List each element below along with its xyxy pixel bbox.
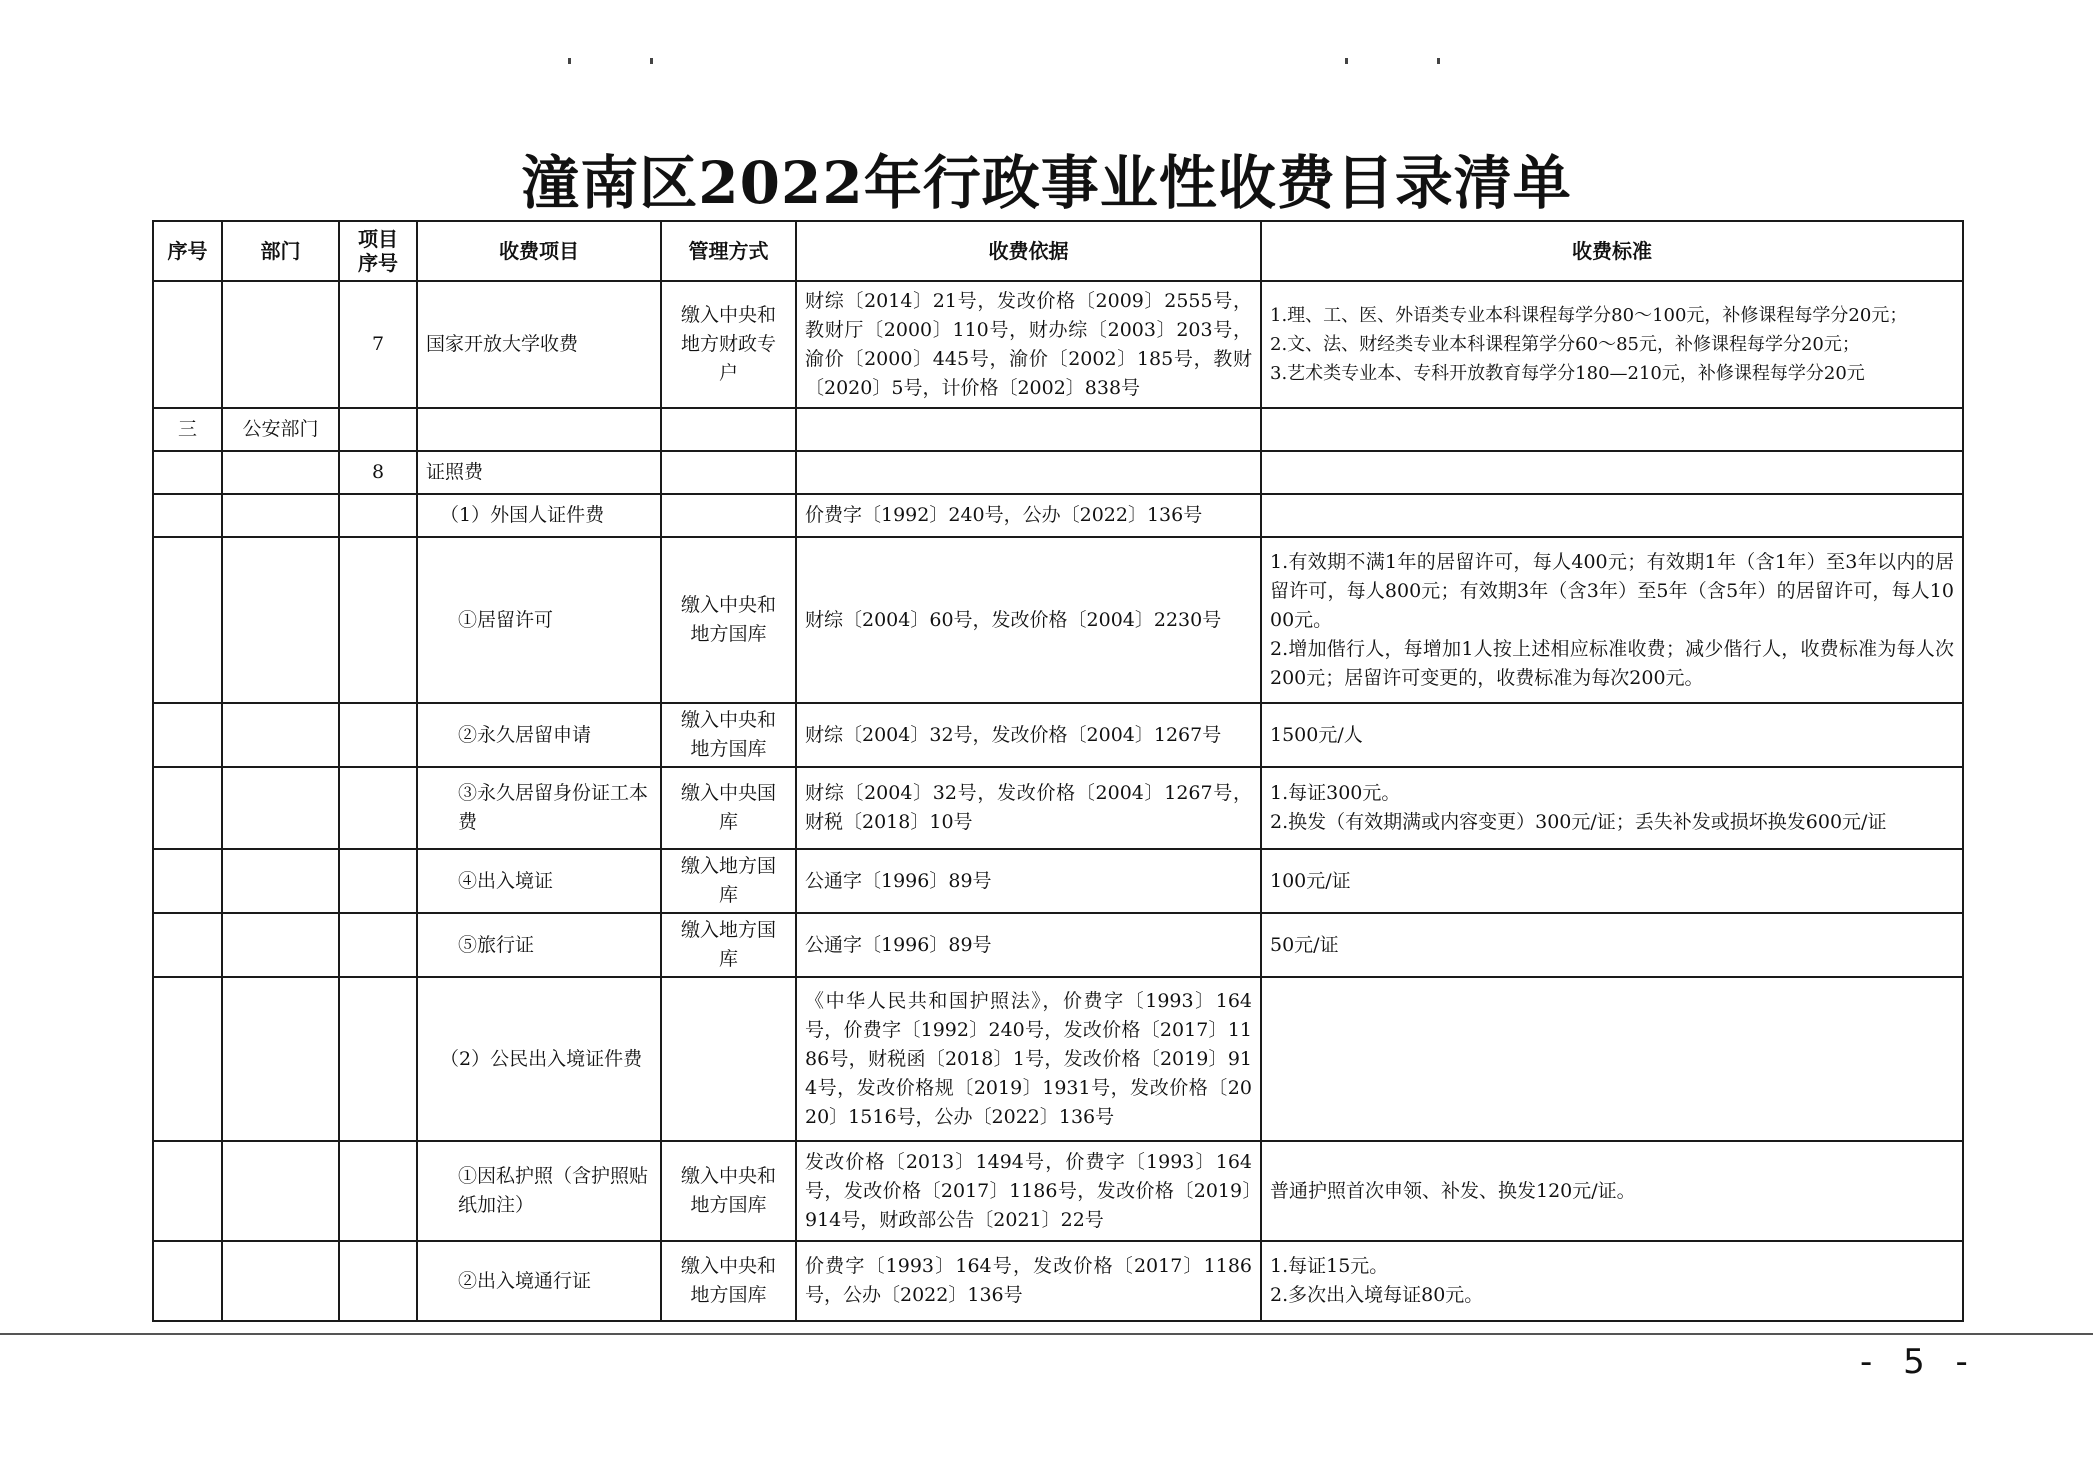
header-dept: 部门 [222,221,339,281]
cell-basis: 公通字〔1996〕89号 [796,849,1261,913]
cell-mgmt: 缴入地方国 库 [661,849,796,913]
table-row [153,703,1963,767]
cell-mgmt: 缴入中央国 库 [661,767,796,849]
cell-standard [1261,408,1963,451]
cell-dept [222,977,339,1141]
cell-mgmt: 缴入中央和 地方国库 [661,1241,796,1321]
document-title: 潼南区2022年行政事业性收费目录清单 [521,149,1572,217]
cell-item-seq [339,913,417,977]
cell-mgmt: 缴入地方国 库 [661,913,796,977]
table-header-row [153,221,1963,281]
cell-seq [153,913,222,977]
table-row [153,408,1963,451]
cell-standard: 1.每证15元。 2.多次出入境每证80元。 [1261,1241,1963,1321]
cell-dept [222,1241,339,1321]
cell-dept [222,1141,339,1241]
table-row [153,767,1963,849]
cell-dept [222,703,339,767]
header-standard: 收费标准 [1261,221,1963,281]
cell-dept [222,281,339,408]
table-row [153,913,1963,977]
fee-catalog-table [152,220,1964,1322]
page-bottom-rule [0,1333,2093,1335]
table-row [153,494,1963,537]
cell-basis: 财综〔2004〕32号，发改价格〔2004〕1267号，财税〔2018〕10号 [796,767,1261,849]
table-row [153,849,1963,913]
scan-speck [1345,58,1348,64]
table-row [153,1141,1963,1241]
header-item-seq: 项目 序号 [339,221,417,281]
cell-basis: 财综〔2004〕60号，发改价格〔2004〕2230号 [796,537,1261,703]
cell-basis: 公通字〔1996〕89号 [796,913,1261,977]
cell-item: ②出入境通行证 [417,1241,661,1321]
cell-mgmt [661,408,796,451]
cell-item: （1）外国人证件费 [417,494,661,537]
cell-item-seq [339,977,417,1141]
cell-standard: 100元/证 [1261,849,1963,913]
cell-item: ③永久居留身份证工本费 [417,767,661,849]
cell-item [417,408,661,451]
cell-item: ⑤旅行证 [417,913,661,977]
cell-seq [153,281,222,408]
cell-basis: 财综〔2014〕21号，发改价格〔2009〕2555号，教财厅〔2000〕110号，财办综〔2003〕203号，渝价〔2000〕445号，渝价〔2002〕185号，教财〔2020〕5号，计价格〔2002〕838号 [796,281,1261,408]
cell-basis: 价费字〔1992〕240号，公办〔2022〕136号 [796,494,1261,537]
header-item: 收费项目 [417,221,661,281]
cell-dept [222,494,339,537]
cell-item: ④出入境证 [417,849,661,913]
cell-seq [153,849,222,913]
cell-item-seq: 7 [339,281,417,408]
scan-speck [568,58,571,64]
cell-mgmt [661,977,796,1141]
cell-item-seq [339,1241,417,1321]
cell-standard [1261,977,1963,1141]
cell-item: （2）公民出入境证件费 [417,977,661,1141]
cell-standard: 1.有效期不满1年的居留许可，每人400元；有效期1年（含1年）至3年以内的居留许可，每人800元；有效期3年（含3年）至5年（含5年）的居留许可，每人1000元。 2.增加偕行人，每增加1人按上述相应标准收费；减少偕行人，收费标准为每人次200元；居留许可变更的，收费标准为每次200元。 [1261,537,1963,703]
cell-basis [796,451,1261,494]
cell-standard [1261,494,1963,537]
cell-mgmt: 缴入中央和 地方财政专 户 [661,281,796,408]
cell-standard: 1500元/人 [1261,703,1963,767]
cell-mgmt: 缴入中央和 地方国库 [661,703,796,767]
cell-dept [222,537,339,703]
cell-seq: 三 [153,408,222,451]
cell-standard: 1.理、工、医、外语类专业本科课程每学分80～100元，补修课程每学分20元； 2.文、法、财经类专业本科课程第学分60～85元，补修课程每学分20元； 3.艺术类专业本、专科开放教育每学分180—210元，补修课程每学分20元 [1261,281,1963,408]
cell-item-seq [339,494,417,537]
page-number: - 5 - [1860,1342,1978,1382]
cell-dept [222,767,339,849]
cell-item: ①因私护照（含护照贴纸加注） [417,1141,661,1241]
cell-item: ①居留许可 [417,537,661,703]
cell-item: 国家开放大学收费 [417,281,661,408]
cell-item: 证照费 [417,451,661,494]
cell-dept: 公安部门 [222,408,339,451]
cell-seq [153,977,222,1141]
cell-item-seq [339,537,417,703]
table-row [153,451,1963,494]
cell-basis: 财综〔2004〕32号，发改价格〔2004〕1267号 [796,703,1261,767]
cell-seq [153,1141,222,1241]
cell-item-seq [339,408,417,451]
cell-seq [153,703,222,767]
cell-dept [222,913,339,977]
cell-mgmt [661,451,796,494]
cell-mgmt: 缴入中央和 地方国库 [661,537,796,703]
scan-speck [650,58,653,64]
cell-mgmt: 缴入中央和 地方国库 [661,1141,796,1241]
header-mgmt: 管理方式 [661,221,796,281]
table-row [153,281,1963,408]
scan-speck [1437,58,1440,64]
header-seq: 序号 [153,221,222,281]
cell-seq [153,1241,222,1321]
cell-item: ②永久居留申请 [417,703,661,767]
cell-basis: 发改价格〔2013〕1494号，价费字〔1993〕164号，发改价格〔2017〕1186号，发改价格〔2019〕914号，财政部公告〔2021〕22号 [796,1141,1261,1241]
header-basis: 收费依据 [796,221,1261,281]
cell-basis [796,408,1261,451]
cell-seq [153,494,222,537]
cell-standard: 50元/证 [1261,913,1963,977]
cell-basis: 《中华人民共和国护照法》，价费字〔1993〕164号，价费字〔1992〕240号，发改价格〔2017〕1186号，财税函〔2018〕1号，发改价格〔2019〕914号，发改价格规〔2019〕1931号，发改价格〔2020〕1516号，公办〔2022〕136号 [796,977,1261,1141]
cell-item-seq [339,703,417,767]
table-row [153,537,1963,703]
cell-seq [153,767,222,849]
table-row [153,1241,1963,1321]
cell-basis: 价费字〔1993〕164号，发改价格〔2017〕1186号，公办〔2022〕136号 [796,1241,1261,1321]
cell-seq [153,451,222,494]
cell-dept [222,451,339,494]
cell-mgmt [661,494,796,537]
cell-item-seq [339,849,417,913]
cell-item-seq [339,1141,417,1241]
cell-item-seq: 8 [339,451,417,494]
cell-standard [1261,451,1963,494]
cell-item-seq [339,767,417,849]
cell-standard: 1.每证300元。 2.换发（有效期满或内容变更）300元/证；丢失补发或损坏换发600元/证 [1261,767,1963,849]
cell-dept [222,849,339,913]
table-row [153,977,1963,1141]
cell-standard: 普通护照首次申领、补发、换发120元/证。 [1261,1141,1963,1241]
cell-seq [153,537,222,703]
